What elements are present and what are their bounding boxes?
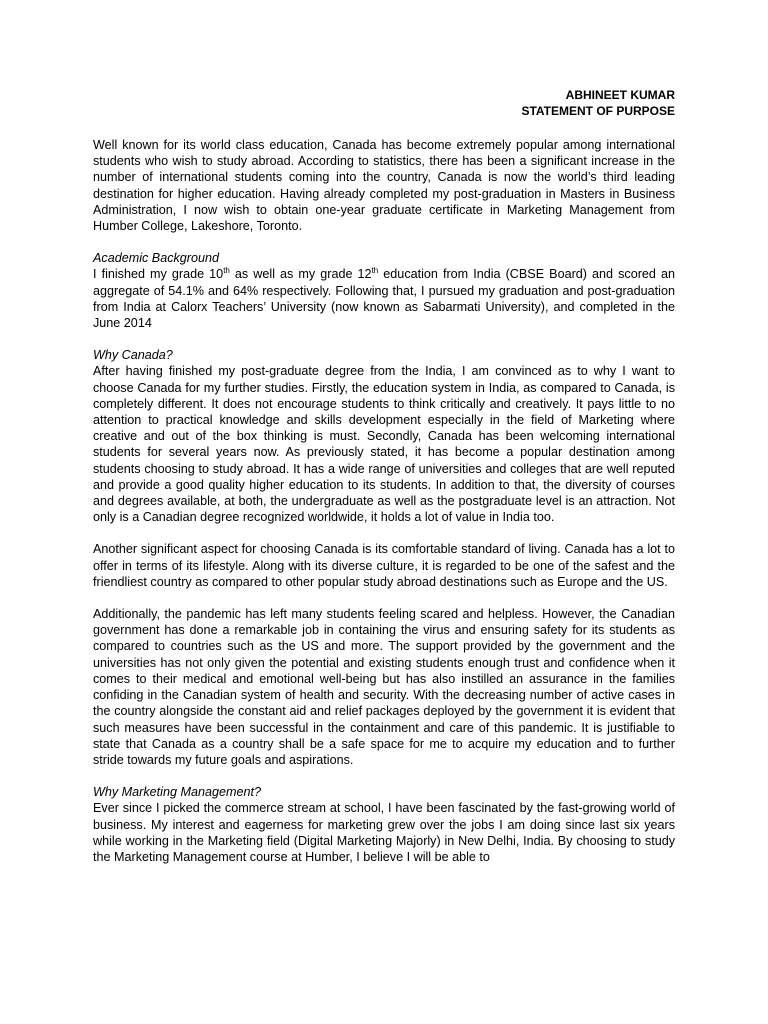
why-canada-paragraph-2: Another significant aspect for choosing Canada is its comfortable standard of living. Canada has a lot to offer in terms of its lifestyle. Along with its diverse culture, it is regarded to be one of the safest and the friendliest country as compared to other popular study abroad destinations such as Europe and the US. — [93, 542, 675, 589]
intro-paragraph: Well known for its world class education, Canada has become extremely popular among international students who wish to study abroad. According to statistics, there has been a significant increase in the number of international students coming into the country, Canada is now the world’s third leading destination for higher education. Having already completed my post-graduation in Masters in Business Administration, I now wish to obtain one-year graduate certificate in Marketing Management from Humber College, Lakeshore, Toronto. — [93, 138, 675, 234]
academic-text-part-2: as well as my grade 12 — [229, 267, 372, 282]
academic-text-part-3: education from India (CBSE Board) and scored an aggregate of 54.1% and 64% respectively. Following that, I pursued my graduation and post-graduation from India at Calorx Teachers’ University (now known as Sabarmati University), and completed in the June 2014 — [93, 267, 675, 331]
why-canada-paragraph-3: Additionally, the pandemic has left many students feeling scared and helpless. However, the Canadian government has done a remarkable job in containing the virus and ensuring safety for its students as compared to countries such as the US and more. The support provided by the government and the universities has not only given the potential and existing students enough trust and confidence when it comes to their medical and emotional well-being but has also instilled an assurance in the families confiding in the Canadian system of health and security. With the decreasing number of active cases in the country alongside the constant aid and relief packages deployed by the government it is evident that such measures have been successful in the containment and care of this pandemic. It is justifiable to state that Canada as a country shall be a safe space for me to acquire my education and to further stride towards my future goals and aspirations. — [93, 607, 675, 767]
academic-text-part-1: I finished my grade 10 — [93, 267, 224, 282]
author-name: ABHINEET KUMAR — [565, 88, 675, 102]
why-marketing-heading: Why Marketing Management? — [93, 785, 261, 800]
why-canada-heading: Why Canada? — [93, 348, 173, 363]
why-canada-paragraph-1: After having finished my post-graduate degree from the India, I am convinced as to why I want to choose Canada for my further studies. Firstly, the education system in India, as compared to Canada, is completely different. It does not encourage students to think critically and creatively. It pays little to no attention to practical knowledge and skills development especially in the field of Marketing where creative and out of the box thinking is must. Secondly, Canada has been welcoming international students for several years now. As previously stated, it has become a popular destination among students choosing to study abroad. It has a wide range of universities and colleges that are well reputed and provide a good quality higher education to its students. In addition to that, the diversity of courses and degrees available, at both, the undergraduate as well as the postgraduate level is an attraction. Not only is a Canadian degree recognized worldwide, it holds a lot of value in India too. — [93, 364, 675, 525]
superscript-th-2: th — [371, 266, 379, 276]
why-marketing-paragraph-1: Ever since I picked the commerce stream at school, I have been fascinated by the fast-growing world of business. My interest and eagerness for marketing grew over the jobs I am doing since last six years while working in the Marketing field (Digital Marketing Majorly) in New Delhi, India. By choosing to study the Marketing Management course at Humber, I believe I will be able to — [93, 801, 675, 864]
document-title: STATEMENT OF PURPOSE — [521, 104, 675, 118]
superscript-th-1: th — [223, 266, 230, 276]
academic-background-paragraph — [93, 266, 675, 331]
document-page — [93, 87, 675, 881]
document-header — [93, 87, 675, 119]
academic-background-heading: Academic Background — [93, 251, 220, 266]
